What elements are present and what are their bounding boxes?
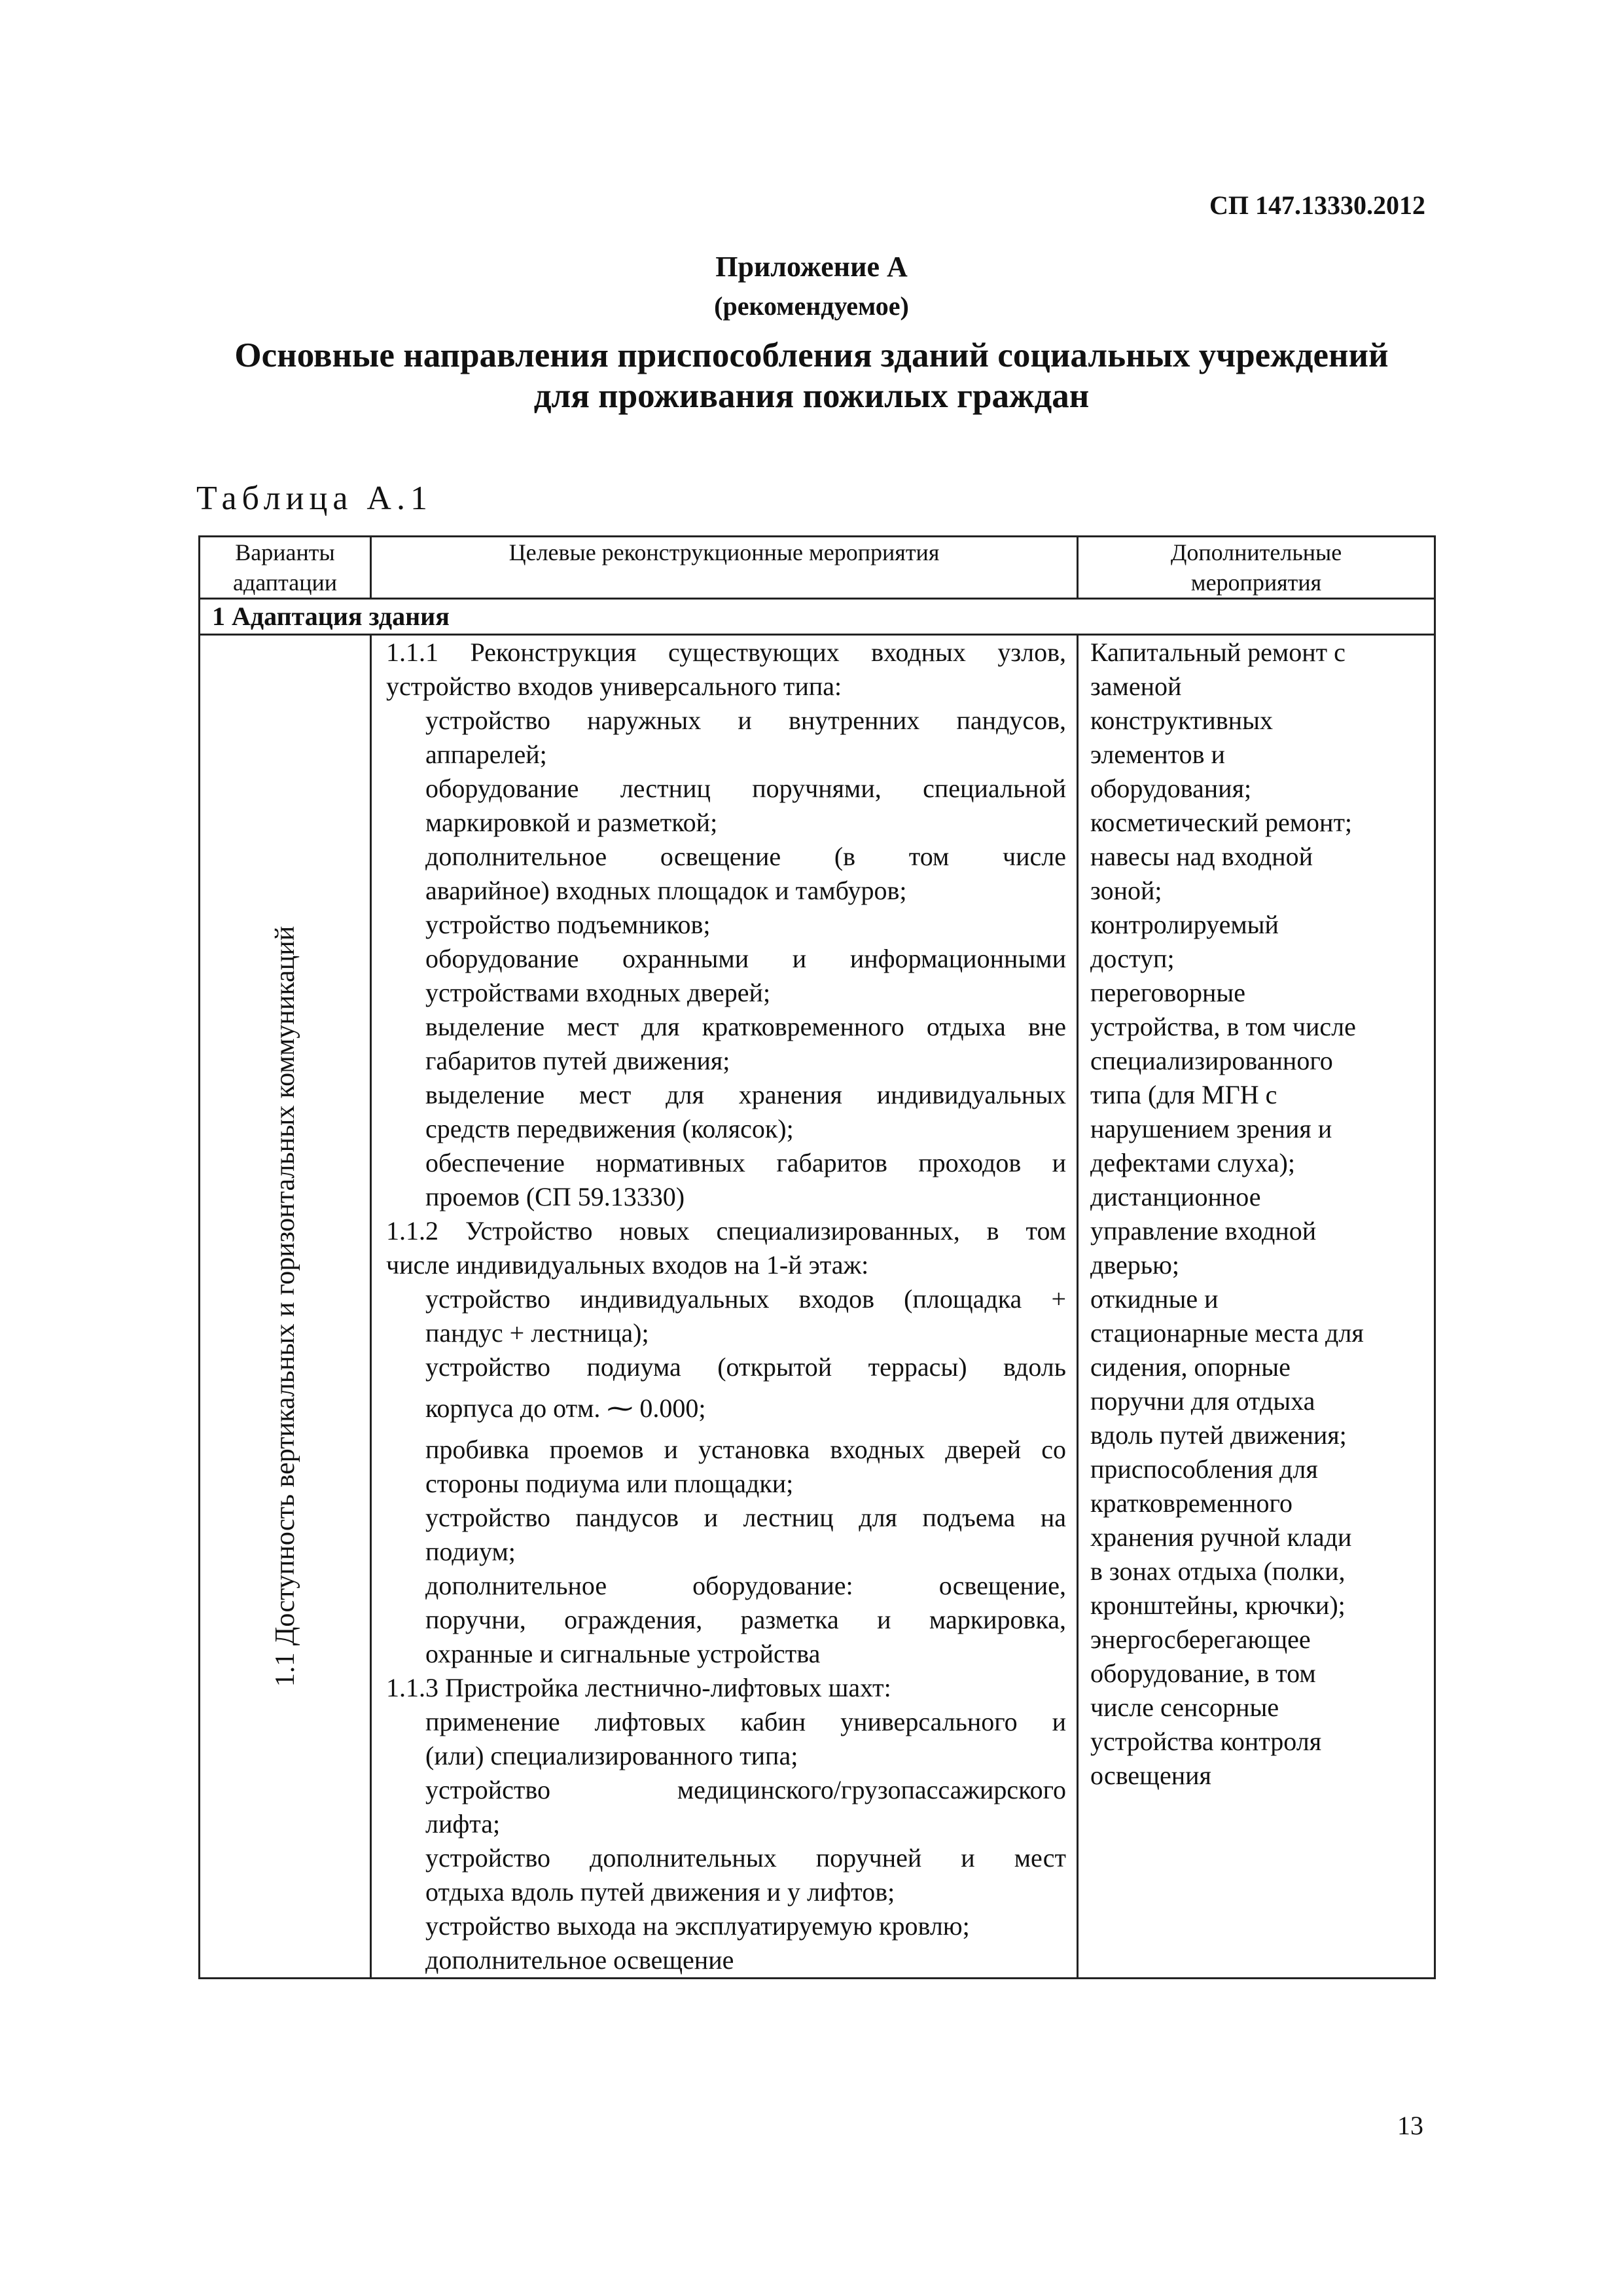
text-line: лифта; <box>425 1809 501 1839</box>
text-line: маркировкой и разметкой; <box>425 808 718 837</box>
table-section-row <box>200 599 1435 635</box>
text-line: типа (для МГН с <box>1090 1080 1277 1109</box>
text-line: специализированного <box>1090 1046 1333 1075</box>
text-line: контролируемый <box>1090 910 1279 939</box>
adaptation-table <box>198 535 1436 1979</box>
header-measures <box>371 537 1078 599</box>
text-line: нарушением зрения и <box>1090 1114 1332 1143</box>
header-text: Дополнительные <box>1170 539 1342 565</box>
text-line: охранные и сигнальные устройства <box>425 1639 821 1668</box>
text-line: дополнительное освещение (в том числе <box>425 842 1066 871</box>
text-line: устройства, в том числе <box>1090 1012 1356 1041</box>
text-line: дверью; <box>1090 1250 1179 1280</box>
text-line: заменой <box>1090 672 1182 701</box>
text-line: дополнительное освещение <box>425 1945 734 1975</box>
text-line: устройство медицинского/грузопассажирского <box>425 1775 1066 1804</box>
header-text: Целевые реконструкционные мероприятия <box>508 539 940 565</box>
row-label-cell <box>200 635 371 1979</box>
text-line: проемов (СП 59.13330) <box>425 1182 685 1211</box>
header-additional <box>1078 537 1435 599</box>
header-text: Варианты <box>235 539 335 565</box>
text-line: аварийное) входных площадок и тамбуров; <box>425 876 907 905</box>
text-line: устройство дополнительных поручней и мест <box>425 1843 1066 1873</box>
text-line: аппарелей; <box>425 740 547 769</box>
appendix-heading <box>0 247 1623 326</box>
header-text: мероприятия <box>1190 569 1322 596</box>
text-line: применение лифтовых кабин универсального и <box>425 1707 1066 1736</box>
header-variants <box>200 537 371 599</box>
text-line: 1.1.3 Пристройка лестнично-лифтовых шахт: <box>386 1673 891 1702</box>
text-line: стационарные места для <box>1090 1318 1364 1348</box>
title-line: для проживания пожилых граждан <box>533 377 1090 415</box>
appendix-title: Приложение А <box>715 251 908 283</box>
text-line: хранения ручной клади <box>1090 1522 1352 1552</box>
text-line: конструктивных <box>1090 706 1273 735</box>
text-line: пандус + лестница); <box>425 1318 649 1348</box>
text-line: устройства контроля <box>1090 1727 1322 1756</box>
text-line: средств передвижения (колясок); <box>425 1114 794 1143</box>
text-line: 1.1.2 Устройство новых специализированных, в том <box>386 1216 1066 1246</box>
text-line: числе сенсорные <box>1090 1693 1279 1722</box>
text-line: приспособления для <box>1090 1454 1318 1484</box>
text-line: стороны подиума или площадки; <box>425 1469 794 1498</box>
text-line: обеспечение нормативных габаритов проходов и <box>425 1148 1066 1177</box>
text-line: дополнительное оборудование: освещение, <box>425 1571 1066 1600</box>
text-line: габаритов путей движения; <box>425 1046 730 1075</box>
text-line: поручни для отдыха <box>1090 1386 1315 1416</box>
text-line: оборудования; <box>1090 774 1252 803</box>
text-line: дистанционное <box>1090 1182 1261 1211</box>
text-line: оборудование лестниц поручнями, специальной <box>425 774 1066 803</box>
text-line: отдыха вдоль путей движения и у лифтов; <box>425 1877 895 1907</box>
text-line: Капитальный ремонт с <box>1090 637 1346 667</box>
table-header-row <box>200 537 1435 599</box>
text-line: кратковременного <box>1090 1488 1293 1518</box>
text-line: устройство подиума (открытой террасы) вдоль <box>425 1352 1066 1382</box>
text-line: устройство наружных и внутренних пандусов, <box>425 706 1066 735</box>
text-line: подиум; <box>425 1537 516 1566</box>
text-line: энергосберегающее <box>1090 1624 1311 1654</box>
table-row <box>200 635 1435 1979</box>
text-line: зоной; <box>1090 876 1162 905</box>
text-line: косметический ремонт; <box>1090 808 1353 837</box>
appendix-subtitle: (рекомендуемое) <box>714 291 909 321</box>
row-label: 1.1 Доступность вертикальных и горизонтальных коммуникаций <box>270 925 300 1687</box>
text-line: устройство входов универсального типа: <box>386 672 842 701</box>
section-title: 1 Адаптация здания <box>200 599 1435 635</box>
text-line: оборудование, в том <box>1090 1659 1316 1688</box>
text-line: устройство индивидуальных входов (площадка + <box>425 1284 1066 1314</box>
text-line: (или) специализированного типа; <box>425 1741 798 1770</box>
document-code: СП 147.13330.2012 <box>1209 190 1425 220</box>
text-line: переговорные <box>1090 978 1245 1007</box>
text-line: устройство подъемников; <box>425 910 711 939</box>
text-line: устройство пандусов и лестниц для подъема на <box>425 1503 1066 1532</box>
text-line: доступ; <box>1090 944 1175 973</box>
text-line: 1.1.1 Реконструкция существующих входных узлов, <box>386 637 1066 667</box>
page-title <box>131 335 1492 416</box>
text-line: пробивка проемов и установка входных дверей со <box>425 1435 1066 1464</box>
text-line: управление входной <box>1090 1216 1317 1246</box>
text-line: вдоль путей движения; <box>1090 1420 1347 1450</box>
text-line: навесы над входной <box>1090 842 1313 871</box>
text-line: поручни, ограждения, разметка и маркировка, <box>425 1605 1066 1634</box>
measures-cell <box>371 635 1078 1979</box>
text-line: числе индивидуальных входов на 1-й этаж: <box>386 1250 869 1280</box>
text-line: освещения <box>1090 1761 1211 1790</box>
additional-cell <box>1078 635 1435 1979</box>
title-line: Основные направления приспособления зданий социальных учреждений <box>234 336 1389 374</box>
text-line: сидения, опорные <box>1090 1352 1291 1382</box>
text-line: выделение мест для кратковременного отдыха вне <box>425 1012 1066 1041</box>
text-line: откидные и <box>1090 1284 1219 1314</box>
table-caption: Таблица А.1 <box>196 480 433 517</box>
text-line: элементов и <box>1090 740 1225 769</box>
text-line: в зонах отдыха (полки, <box>1090 1556 1346 1586</box>
header-text: адаптации <box>232 569 337 596</box>
text-line: устройствами входных дверей; <box>425 978 771 1007</box>
text-line: выделение мест для хранения индивидуальных <box>425 1080 1066 1109</box>
text-line: кронштейны, крючки); <box>1090 1590 1346 1620</box>
text-line: корпуса до отм. ⁓ 0.000; <box>425 1393 706 1423</box>
text-line: устройство выхода на эксплуатируемую кровлю; <box>425 1911 970 1941</box>
page-number: 13 <box>1397 2111 1423 2140</box>
text-line: дефектами слуха); <box>1090 1148 1295 1177</box>
text-line: оборудование охранными и информационными <box>425 944 1066 973</box>
